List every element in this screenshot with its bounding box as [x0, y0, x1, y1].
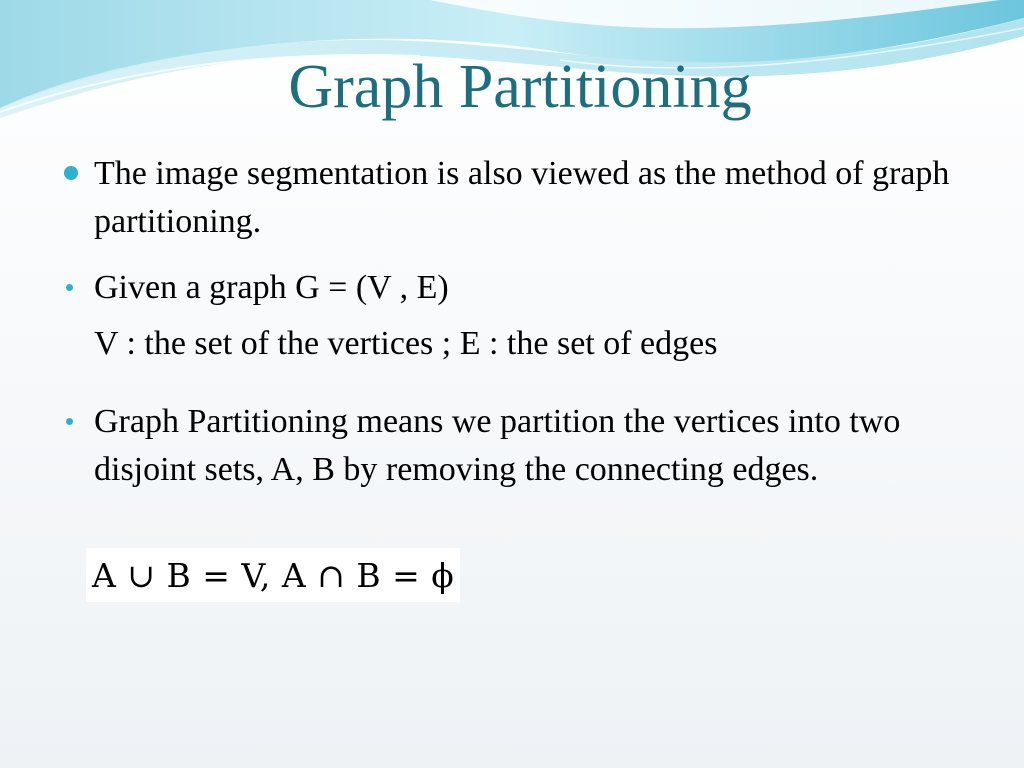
bullet-dot-icon [62, 264, 94, 296]
bullet-dot-icon [62, 398, 94, 430]
bullet-1-text: The image segmentation is also viewed as the method of graph partitioning. [94, 155, 950, 240]
set-formula: A ∪ B = V, A ∩ B = ϕ [86, 548, 460, 602]
bullet-dot-icon [62, 150, 94, 185]
slide-title: Graph Partitioning [288, 53, 752, 121]
bullet-2 [62, 264, 964, 368]
bullet-1 [62, 150, 964, 246]
bullet-2-text: Given a graph G = (V , E) [94, 269, 449, 306]
bullet-2-subtext: V : the set of the vertices ; E : the set of edges [94, 325, 718, 362]
bullet-3 [62, 398, 964, 494]
bullet-3-text: Graph Partitioning means we partition the vertices into two disjoint sets, A, B by removing the connecting edges. [94, 403, 901, 488]
